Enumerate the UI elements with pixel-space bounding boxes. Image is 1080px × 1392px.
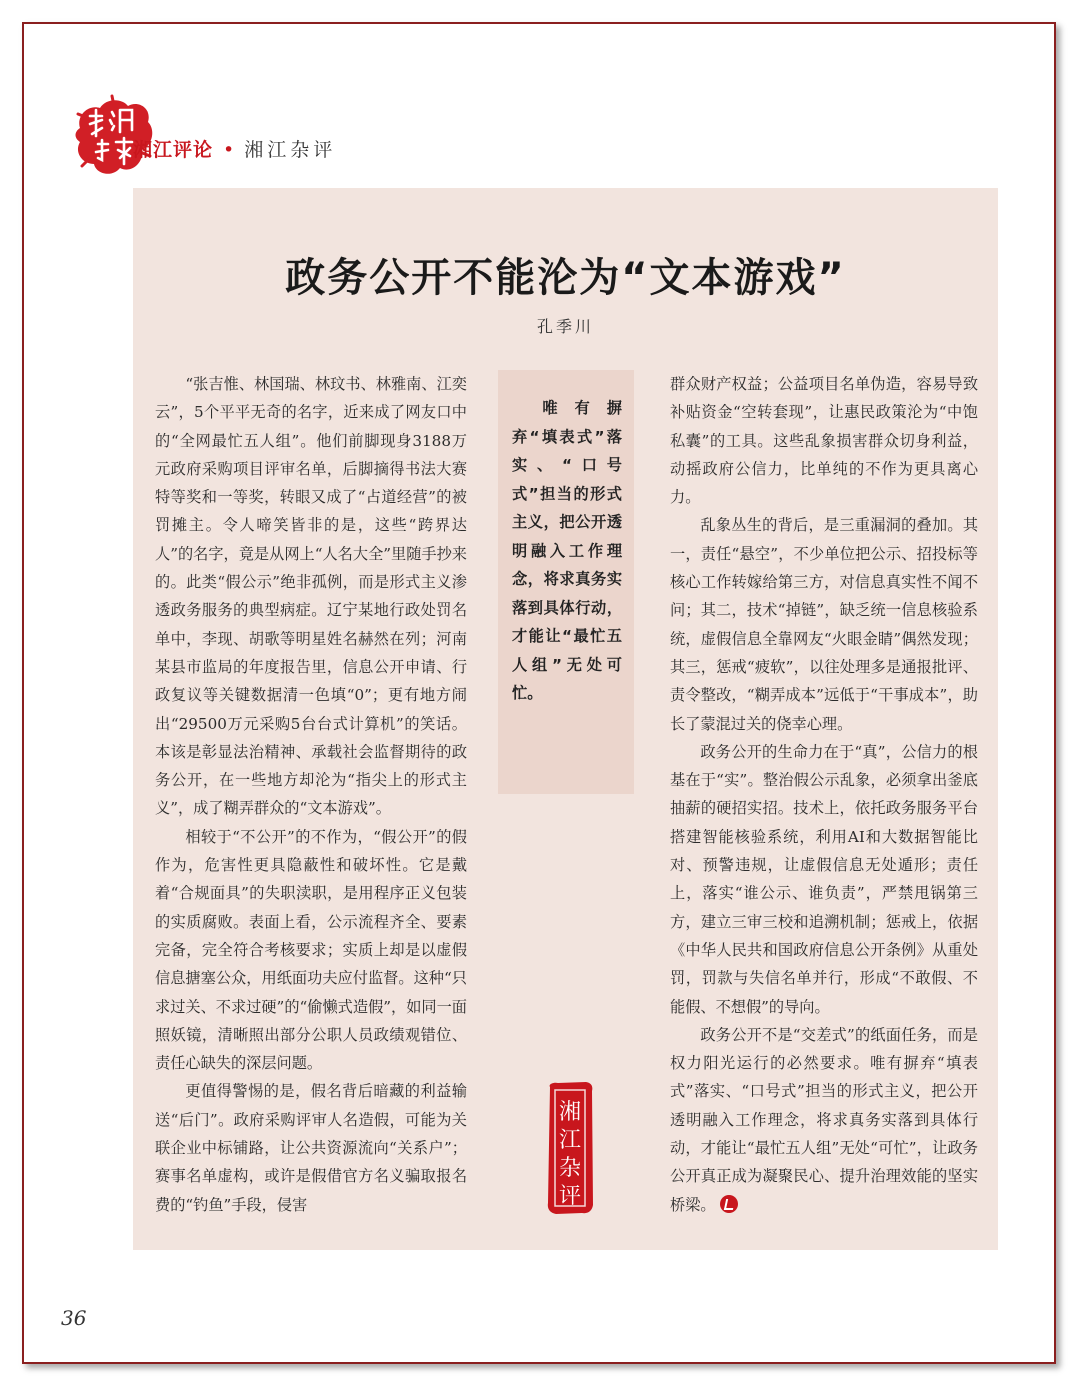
seal-stamp-icon [546,1081,594,1215]
page-frame [22,22,1056,1364]
pull-quote-text: 唯有摒弃“填表式”落实、“口号式”担当的形式主义，把公开透明融入工作理念，将求真务实落到具体行动，才能让“最忙五人组”无处可忙。 [512,399,622,702]
section-separator: • [223,139,235,161]
article-title: 政务公开不能沦为“文本游戏” [285,255,846,301]
article-paragraph: 乱象丛生的背后，是三重漏洞的叠加。其一，责任“悬空”，不少单位把公示、招投标等核心工作转嫁给第三方，对信息真实性不闻不问；其二，技术“掉链”，缺乏统一信息核验系统，虚假信息全靠网友“火眼金睛”偶然发现；其三，惩戒“疲软”，以往处理多是通报批评、责令整改，“糊弄成本”远低于“干事成本”，助长了蒙混过关的侥幸心理。 [670,516,978,733]
section-label [133,135,336,162]
section-subtitle: 湘江杂评 [244,139,337,161]
section-title: 湘江评论 [133,139,214,161]
end-mark-icon [720,1195,738,1213]
article-paragraph-last [670,1021,978,1219]
article-column-right [670,370,978,1219]
article-panel [133,188,998,1250]
article-paragraph: 群众财产权益；公益项目名单伪造，容易导致补贴资金“空转套现”，让惠民政策沦为“中饱私囊”的工具。这些乱象损害群众切身利益，动摇政府公信力，比单纯的不作为更具离心力。 [670,375,978,507]
seal-char: 杂 [558,1156,582,1181]
pull-quote-box [498,370,634,794]
article-paragraph: 更值得警惕的是，假名背后暗藏的利益输送“后门”。政府采购评审人名造假，可能为关联企业中标铺路，让公共资源流向“关系户”；赛事名单虚构，或许是假借官方名义骗取报名费的“钓鱼”手段，侵害 [155,1082,467,1214]
article-author: 孔季川 [536,317,594,336]
article-paragraph-text: 政务公开不是“交差式”的纸面任务，而是权力阳光运行的必然要求。唯有摒弃“填表式”落实、“口号式”担当的形式主义，把公开透明融入工作理念，将求真务实落到具体行动，才能让“最忙五人组”无处“可忙”，让政务公开真正成为凝聚民心、提升治理效能的坚实桥梁。 [670,1025,978,1214]
seal-char: 评 [558,1184,582,1209]
seal-char: 江 [558,1128,582,1153]
article-paragraph: 相较于“不公开”的不作为，“假公开”的假作为，危害性更具隐蔽性和破坏性。它是戴着“合规面具”的失职渎职，是用程序正义包装的实质腐败。表面上看，公示流程齐全、要素完备，完全符合考核要求；实质上却是以虚假信息搪塞公众，用纸面功夫应付监督。这种“只求过关、不求过硬”的“偷懒式造假”，如同一面照妖镜，清晰照出部分公职人员政绩观错位、责任心缺失的深层问题。 [155,827,467,1073]
page-number: 36 [61,1306,87,1330]
article-paragraph: “张吉惟、林国瑞、林玟书、林雅南、江奕云”，5个平平无奇的名字，近来成了网友口中的“全网最忙五人组”。他们前脚现身3188万元政府采购项目评审名单，后脚摘得书法大赛特等奖和一等奖，转眼又成了“占道经营”的被罚摊主。令人啼笑皆非的是，这些“跨界达人”的名字，竟是从网上“人名大全”里随手抄来的。此类“假公示”绝非孤例，而是形式主义渗透政务服务的典型病症。辽宁某地行政处罚名单中，李现、胡歌等明星姓名赫然在列；河南某县市监局的年度报告里，信息公开申请、行政复议等关键数据清一色填“0”；更有地方闹出“29500万元采购5台台式计算机”的笑话。本该是彰显法治精神、承载社会监督期待的政务公开，在一些地方却沦为“指尖上的形式主义”，成了糊弄群众的“文本游戏”。 [155,375,467,818]
article-column-left [155,370,467,1219]
article-paragraph: 政务公开的生命力在于“真”，公信力的根基在于“实”。整治假公示乱象，必须拿出釜底抽薪的硬招实招。技术上，依托政务服务平台搭建智能核验系统，利用AI和大数据智能比对、预警违规，让虚假信息无处遁形；责任上，落实“谁公示、谁负责”，严禁甩锅第三方，建立三审三校和追溯机制；惩戒上，依据《中华人民共和国政府信息公开条例》从重处罚，罚款与失信名单并行，形成“不敢假、不能假、不想假”的导向。 [670,742,978,1016]
seal-char: 湘 [558,1100,582,1125]
